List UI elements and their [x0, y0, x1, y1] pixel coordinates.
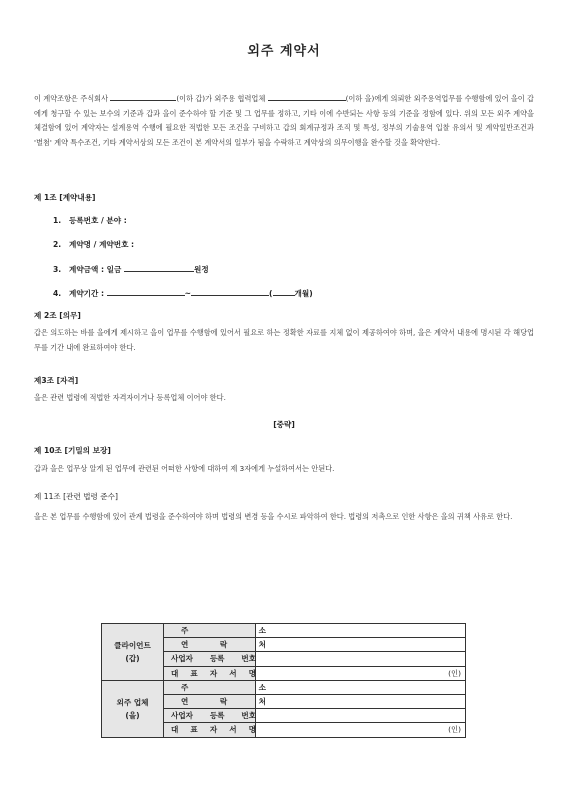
- seal-mark: (인): [448, 725, 461, 735]
- item-text: 개월): [294, 289, 313, 298]
- client-party-name: 클라이언트: [114, 640, 151, 650]
- article-1-item-4: [53, 287, 313, 299]
- article-1-heading: 제 1조 [계약내용]: [34, 193, 96, 202]
- contract-start-blank[interactable]: [107, 287, 185, 296]
- address-label: 주 소: [164, 624, 256, 638]
- vendor-party-role: (을): [125, 710, 140, 720]
- item-text: ~: [184, 289, 192, 298]
- item-number: 1.: [53, 216, 62, 225]
- article-11-heading: 제 11조 [관련 법령 준수]: [34, 492, 118, 501]
- vendor-signature-field[interactable]: [256, 723, 466, 737]
- article-3-heading: 제3조 [자격]: [34, 376, 79, 385]
- client-party-cell: [102, 624, 164, 681]
- item-number: 4.: [53, 289, 62, 298]
- contact-label: 연 락 처: [164, 638, 256, 652]
- article-1-item-3: [53, 263, 209, 275]
- omission-note: [중략]: [273, 420, 295, 429]
- intro-text-a: 이 계약조항은 주식회사: [34, 94, 111, 103]
- business-number-label: 사업자 등록 번호: [164, 709, 256, 723]
- client-party-role: (갑): [125, 653, 140, 663]
- contact-label: 연 락 처: [164, 694, 256, 708]
- seal-mark: (인): [448, 668, 461, 678]
- item-text: 등록번호 / 분야 :: [69, 216, 127, 225]
- item-text: (: [269, 289, 273, 298]
- article-2-heading: 제 2조 [의무]: [34, 311, 81, 320]
- intro-paragraph: [34, 92, 534, 150]
- contract-end-blank[interactable]: [191, 287, 269, 296]
- contract-months-blank[interactable]: [273, 287, 295, 296]
- client-address-field[interactable]: [256, 624, 466, 638]
- company-name-blank[interactable]: [110, 92, 176, 101]
- vendor-party-cell: [102, 680, 164, 737]
- contract-amount-blank[interactable]: [124, 263, 194, 272]
- article-10-body: 갑과 을은 업무상 알게 된 업무에 관련된 어떠한 사항에 대하여 제 3자에게 누설하여서는 안된다.: [34, 464, 335, 473]
- article-1-item-2: [53, 239, 134, 250]
- client-signature-field[interactable]: [256, 666, 466, 680]
- article-10-heading: 제 10조 [기밀의 보장]: [34, 446, 111, 455]
- article-1-item-1: [53, 215, 127, 226]
- item-text: 원정: [193, 265, 209, 274]
- intro-text-b: (이하 갑)가 외주용 협력업체: [176, 94, 268, 103]
- vendor-address-field[interactable]: [256, 680, 466, 694]
- intro-text-c: (이하 을)에게 의뢰한 외주용역업무를 수행함에 있어 을이 갑에게 청구할 수 있는 보수의 기준과 갑과 을이 준수하야 할 기준 및 그 업무를 정하고, 기타 이에 수반되는 사항 등의 기준을 정함에 있다. 위의 모든 외주 계약을 체결함에 있어 계약자는 설계용역 수행에 필요한 적법한 모든 조건을 구비하고 갑의 회계규정과 조직 및 특성, 정부의 기술용역 입찰 유의서 및 계약일반조건과 '별첨' 계약 특수조건, 기타 계약서상의 모든 조건이 본 계약서의 일부가 됨을 수락하고 계약상의 의무이행을 완수할 것을 확약한다.: [34, 94, 534, 147]
- vendor-party-name: 외주 업체: [116, 697, 149, 707]
- client-contact-field[interactable]: [256, 638, 466, 652]
- item-text: 계약명 / 계약번호 :: [69, 240, 135, 249]
- vendor-contact-field[interactable]: [256, 694, 466, 708]
- article-3-body: 을은 관련 법령에 적법한 자격자이거나 등록업체 이어야 한다.: [34, 393, 226, 402]
- representative-signature-label: 대 표 자 서 명: [164, 723, 256, 737]
- representative-signature-label: 대 표 자 서 명: [164, 666, 256, 680]
- article-2-body: 갑은 의도하는 바를 을에게 제시하고 을이 업무를 수행함에 있어서 필요로 하는 정확한 자료를 지체 없이 제공하여야 하며, 을은 계약서 내용에 명시된 각 해당업무를 기간 내에 완료하여야 한다.: [34, 328, 534, 352]
- article-11-body: 을은 본 업무를 수행함에 있어 관계 법령을 준수하여야 하며 법령의 변경 등을 수시로 파악하여 한다. 법령의 저촉으로 인한 사항은 을의 귀책 사유로 한다.: [34, 512, 513, 521]
- partner-name-blank[interactable]: [268, 92, 346, 101]
- item-number: 3.: [53, 265, 62, 274]
- item-number: 2.: [53, 240, 62, 249]
- address-label: 주 소: [164, 680, 256, 694]
- client-business-number-field[interactable]: [256, 652, 466, 666]
- signature-table: [101, 623, 466, 738]
- item-text: 계약금액 : 일금: [69, 265, 124, 274]
- item-text: 계약기간 :: [69, 289, 107, 298]
- document-title: 외주 계약서: [247, 44, 321, 59]
- vendor-business-number-field[interactable]: [256, 709, 466, 723]
- business-number-label: 사업자 등록 번호: [164, 652, 256, 666]
